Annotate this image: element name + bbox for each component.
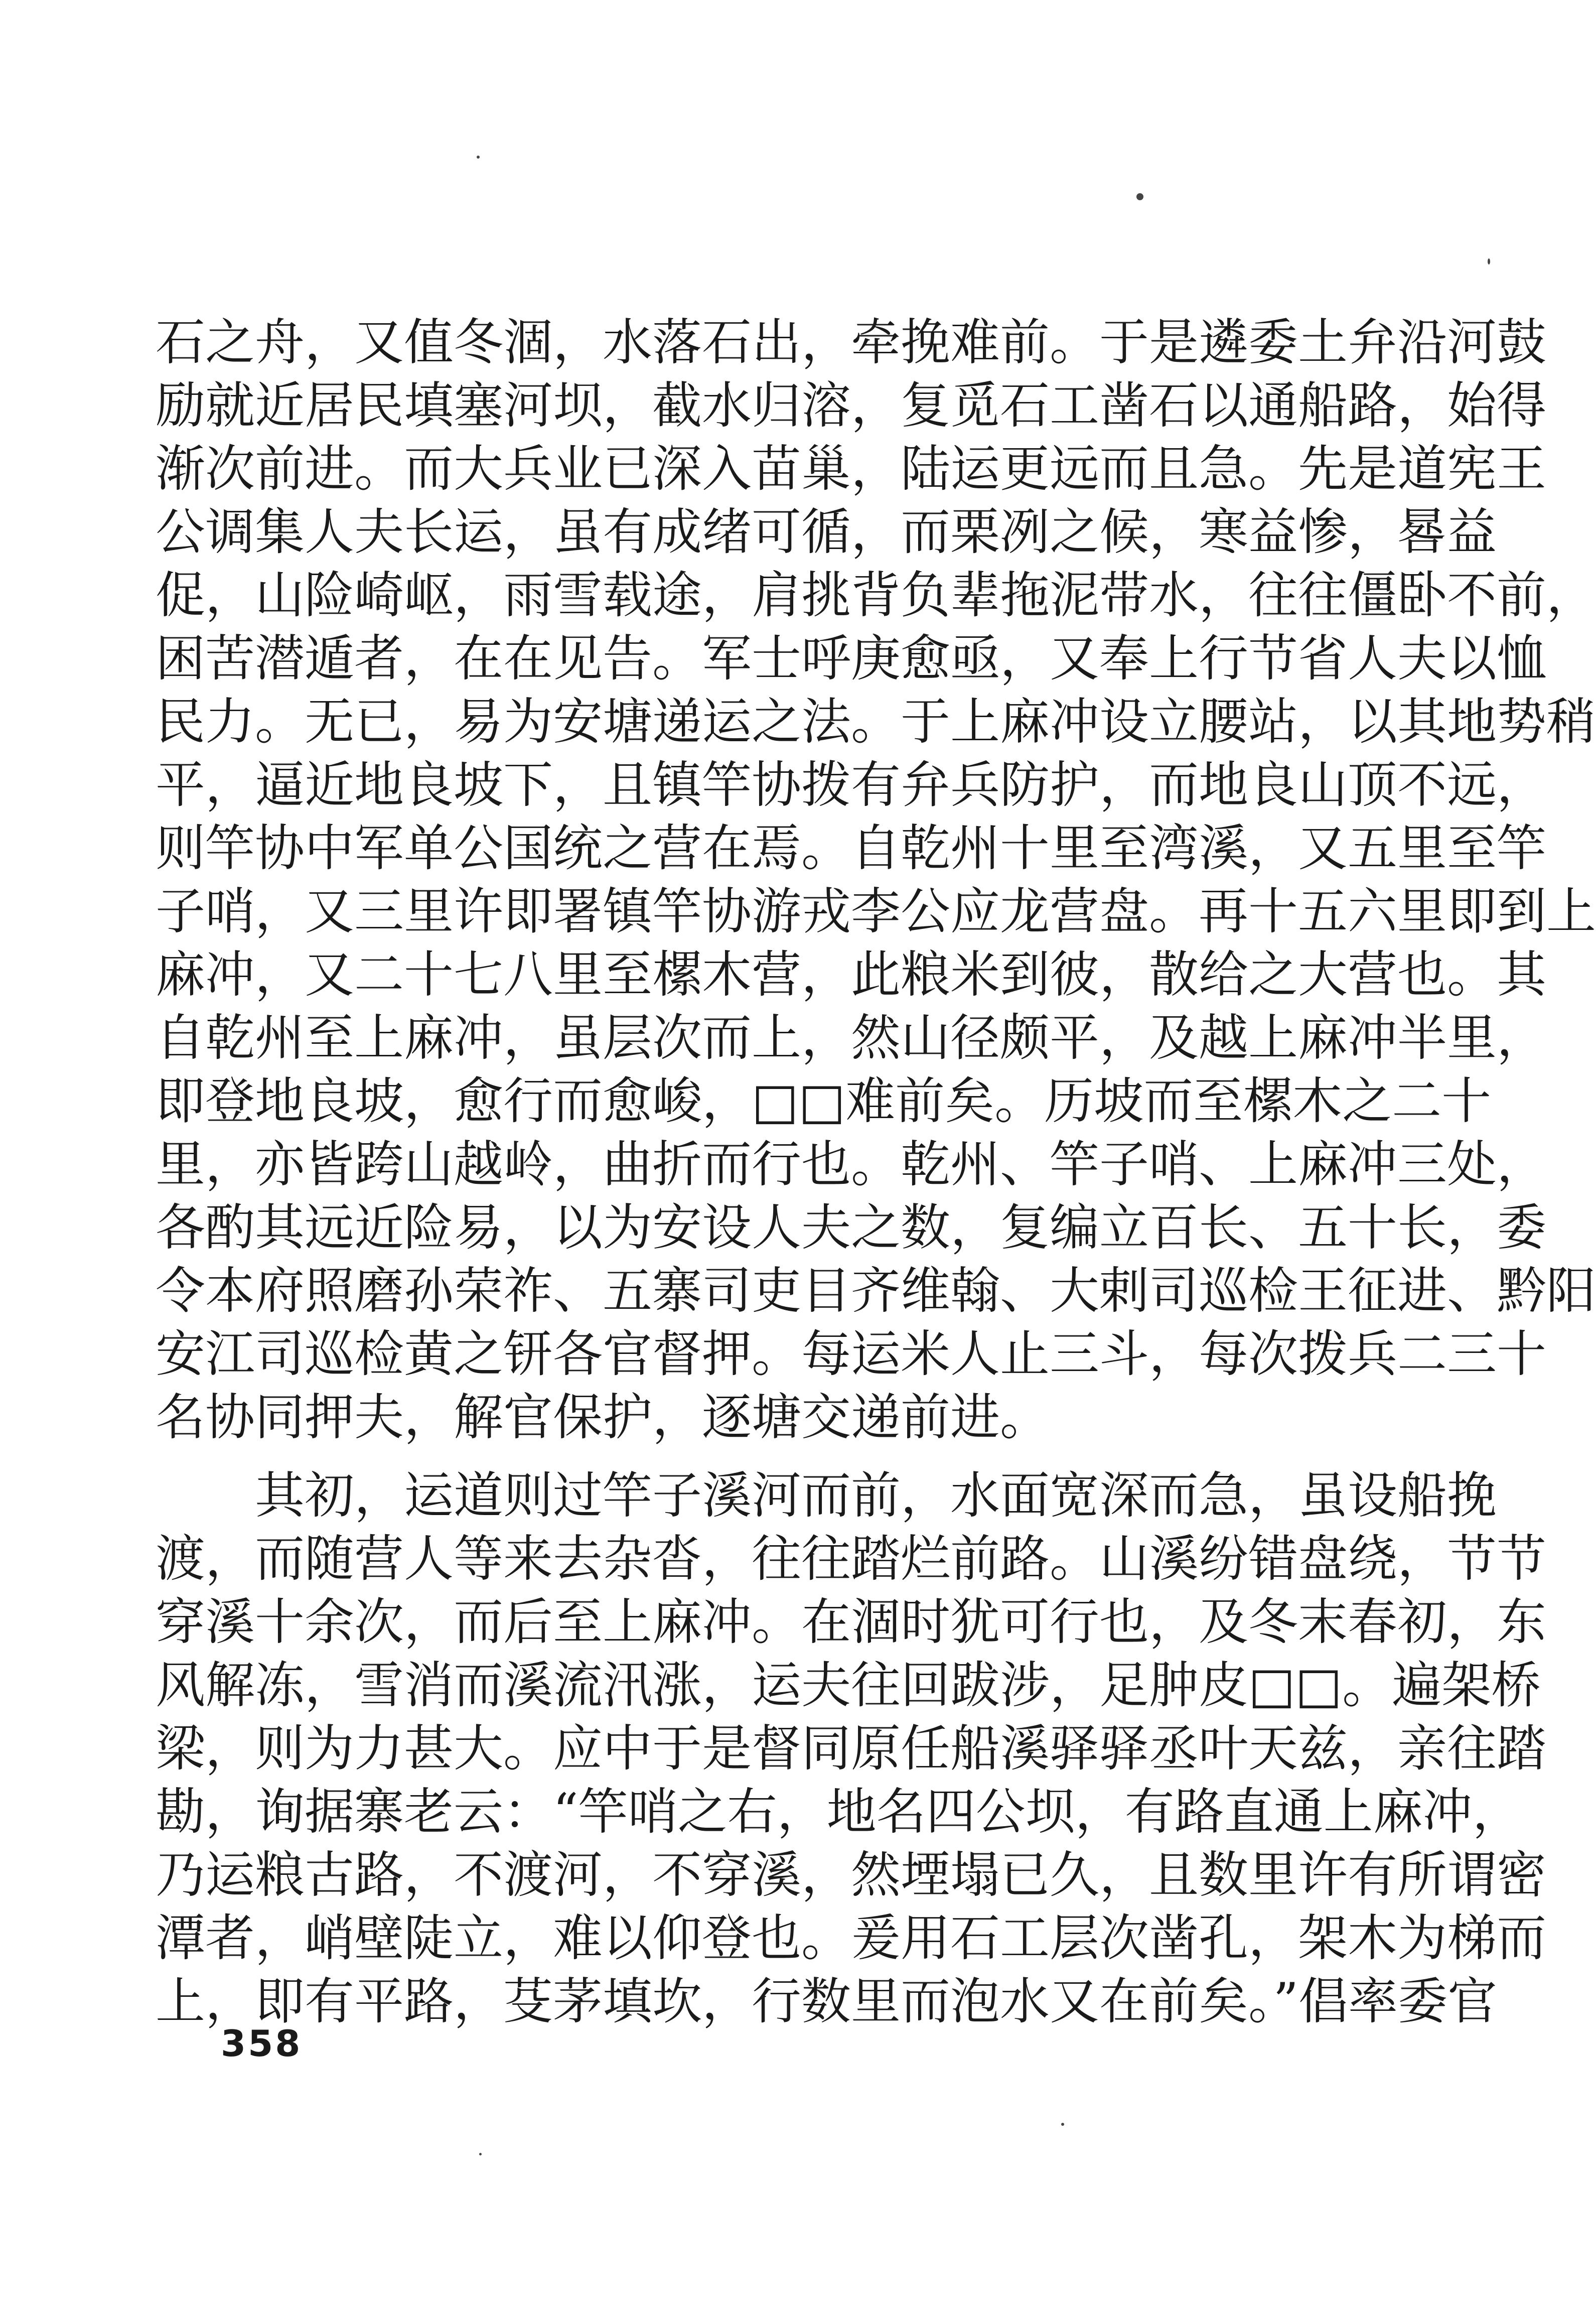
text-line: 麻冲，又二十七八里至樏木营，此粮米到彼，散给之大营也。其 (156, 946, 1546, 1004)
text-line: 其初，运道则过竿子溪河而前，水面宽深而急，虽设船挽 (255, 1467, 1497, 1525)
text-line: 渡，而随营人等来去杂沓，往往踏烂前路。山溪纷错盘绕，节节 (156, 1530, 1546, 1588)
text-line: 公调集人夫长运，虽有成绪可循，而栗冽之候，寒益惨，晷益 (156, 503, 1497, 561)
paragraph-2 (156, 1464, 1546, 2033)
paragraph-gap (156, 1449, 1350, 1464)
text-line: 平，逼近地良坡下，且镇竿协拨有弁兵防护，而地良山顶不远， (156, 756, 1546, 814)
scan-speck (1061, 2123, 1064, 2126)
text-line: 困苦潜遁者，在在见告。军士呼庚愈亟，又奉上行节省人夫以恤 (156, 630, 1546, 688)
scan-speck (1488, 258, 1490, 264)
text-line: 令本府照磨孙荣祚、五寨司吏目齐维翰、大剌司巡检王征进、黔阳 (156, 1262, 1596, 1320)
text-line: 子哨，又三里许即署镇竿协游戎李公应龙营盘。再十五六里即到上 (156, 883, 1596, 940)
scan-speck (1136, 193, 1143, 200)
text-line: 石之舟，又值冬涸，水落石出，牵挽难前。于是遴委土弁沿河鼓 (156, 314, 1546, 371)
text-line: 渐次前进。而大兵业已深入苗巢，陆运更远而且急。先是道宪王 (156, 440, 1546, 498)
text-line: 安江司巡检黄之钘各官督押。每运米人止三斗，每次拨兵二三十 (156, 1325, 1546, 1383)
scan-speck (477, 156, 480, 159)
text-line: 勘，询据寨老云：“竿哨之右，地名四公坝，有路直通上麻冲， (156, 1783, 1522, 1841)
text-line: 潭者，峭壁陡立，难以仰登也。爰用石工层次凿孔，架木为梯而 (156, 1910, 1546, 1967)
text-line: 促，山险崎岖，雨雪载途，肩挑背负辈拖泥带水，往往僵卧不前， (156, 567, 1596, 624)
text-line: 里，亦皆跨山越岭，曲折而行也。乾州、竿子哨、上麻冲三处， (156, 1136, 1546, 1193)
text-line: 名协同押夫，解官保护，逐塘交递前进。 (156, 1389, 1050, 1446)
text-line: 各酌其远近险易，以为安设人夫之数，复编立百长、五十长，委 (156, 1199, 1546, 1257)
text-line: 乃运粮古路，不渡河，不穿溪，然堙塌已久，且数里许有所谓密 (156, 1846, 1546, 1904)
text-line: 即登地良坡，愈行而愈峻，□□难前矣。历坡而至樏木之二十 (156, 1072, 1492, 1130)
paragraph-1 (156, 311, 1596, 1449)
text-line: 上，即有平路，芟茅填坎，行数里而泡水又在前矣。”倡率委官 (156, 1973, 1498, 2030)
body-text (156, 311, 1596, 2033)
page-number: 358 (221, 2022, 303, 2065)
text-line: 则竿协中军单公国统之营在焉。自乾州十里至湾溪，又五里至竿 (156, 820, 1546, 877)
text-line: 自乾州至上麻冲，虽层次而上，然山径颇平，及越上麻冲半里， (156, 1009, 1546, 1067)
text-line: 民力。无已，易为安塘递运之法。于上麻冲设立腰站，以其地势稍 (156, 693, 1596, 751)
text-line: 穿溪十余次，而后至上麻冲。在涸时犹可行也，及冬末春初，东 (156, 1593, 1546, 1651)
text-line: 励就近居民填塞河坝，截水归溶，复觅石工凿石以通船路，始得 (156, 377, 1546, 435)
text-line: 风解冻，雪消而溪流汛涨，运夫往回跋涉，足肿皮□□。遍架桥 (156, 1657, 1541, 1714)
scan-speck (479, 2153, 482, 2155)
text-line: 梁，则为力甚大。应中于是督同原任船溪驿驿丞叶天兹，亲往踏 (156, 1720, 1546, 1778)
